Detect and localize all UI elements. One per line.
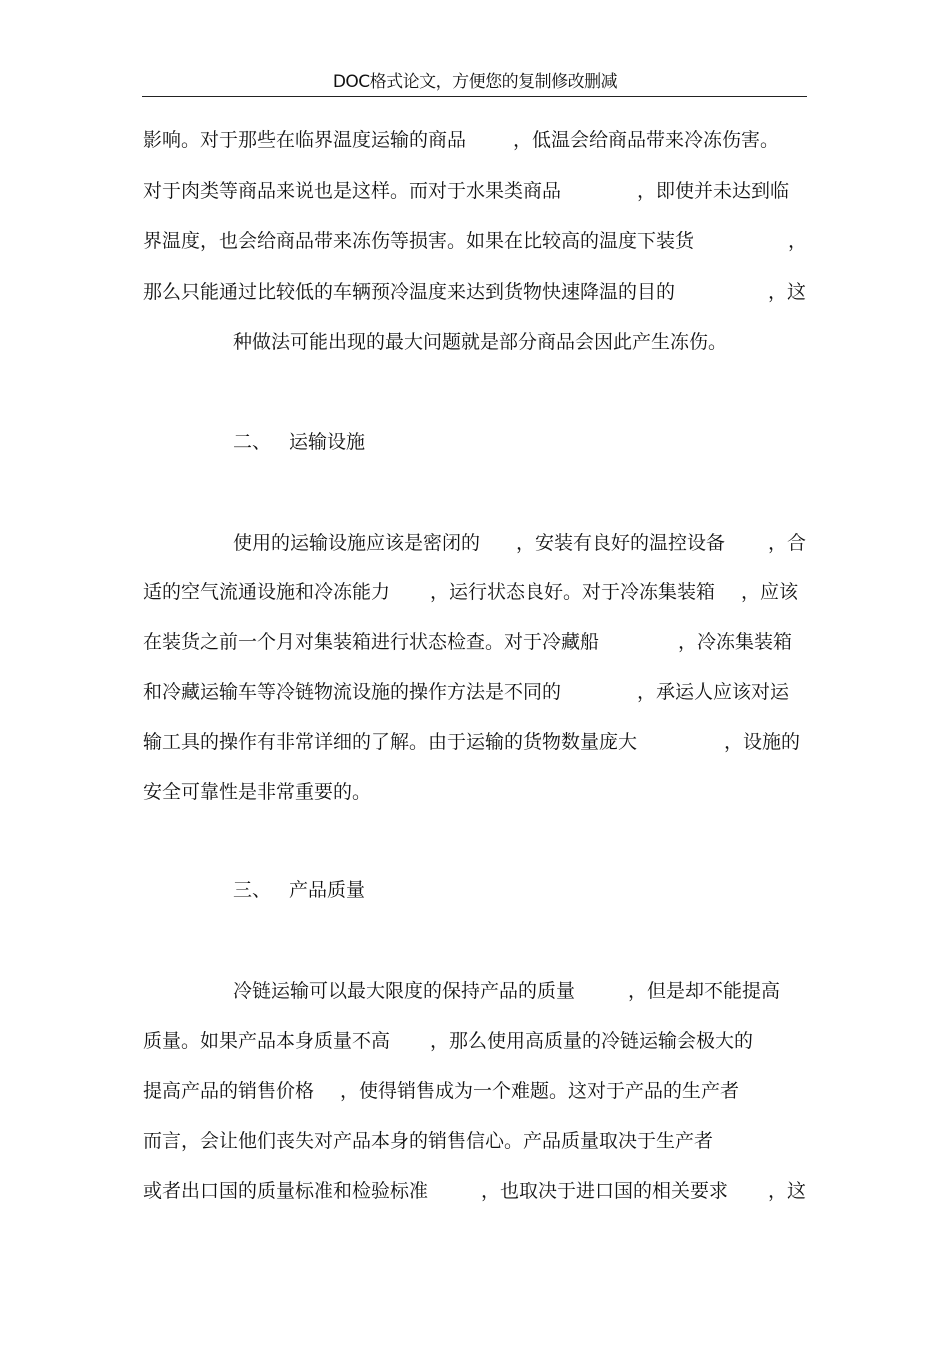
- text-segment: ，低温会给商品带来冷冻伤害。: [513, 129, 780, 151]
- section-title: 产品质量: [289, 879, 366, 901]
- section-number: 二、: [233, 431, 272, 453]
- text-segment: 提高产品的销售价格: [143, 1080, 315, 1102]
- text-segment: ，这: [768, 1180, 807, 1202]
- text-segment: ，冷冻集装箱: [678, 631, 793, 653]
- paragraph-line: [143, 177, 790, 205]
- paragraph-line: [233, 977, 781, 1005]
- text-segment: 安全可靠性是非常重要的。: [143, 781, 372, 803]
- text-segment: ，但是却不能提高: [628, 980, 781, 1002]
- text-segment: 冷链运输可以最大限度的保持产品的质量: [233, 980, 576, 1002]
- text-segment: 界温度，也会给商品带来冻伤等损害。如果在比较高的温度下装货: [143, 230, 695, 252]
- paragraph-line: [143, 678, 790, 706]
- paragraph-line: [143, 778, 371, 806]
- section-title: 运输设施: [289, 431, 366, 453]
- text-segment: 影响。对于那些在临界温度运输的商品: [143, 129, 467, 151]
- text-segment: 和冷藏运输车等冷链物流设施的操作方法是不同的: [143, 681, 562, 703]
- text-segment: 质量。如果产品本身质量不高: [143, 1030, 391, 1052]
- text-segment: ，这: [768, 281, 807, 303]
- section-number: 三、: [233, 879, 272, 901]
- text-segment: ，运行状态良好。对于冷冻集装箱: [430, 581, 716, 603]
- text-segment: ，设施的: [724, 731, 801, 753]
- page-header-title: DOC格式论文，方便您的复制修改删减: [332, 72, 618, 92]
- paragraph-line: [143, 1027, 754, 1055]
- text-segment: ，即使并未达到临: [637, 180, 790, 202]
- text-segment: 对于肉类等商品来说也是这样。而对于水果类商品: [143, 180, 562, 202]
- text-segment: ，使得销售成为一个难题。这对于产品的生产者: [340, 1080, 740, 1102]
- paragraph-line: [233, 529, 807, 557]
- section-heading: [233, 428, 365, 456]
- text-segment: ，安装有良好的温控设备: [516, 532, 726, 554]
- paragraph-line: [143, 126, 780, 154]
- text-segment: 在装货之前一个月对集装箱进行状态检查。对于冷藏船: [143, 631, 600, 653]
- paragraph-line: [143, 578, 799, 606]
- text-segment: 适的空气流通设施和冷冻能力: [143, 581, 391, 603]
- paragraph-line: [143, 1127, 713, 1155]
- paragraph-line: [143, 1077, 740, 1105]
- text-segment: ，也取决于进口国的相关要求: [481, 1180, 729, 1202]
- paragraph-line: [143, 227, 808, 255]
- paragraph-line: [143, 728, 801, 756]
- paragraph-line: [143, 628, 793, 656]
- paragraph-line: [143, 278, 807, 306]
- text-segment: 种做法可能出现的最大问题就是部分商品会因此产生冻伤。: [233, 331, 728, 353]
- text-segment: ，: [788, 230, 808, 252]
- paragraph-line: [233, 328, 727, 356]
- text-segment: ，承运人应该对运: [637, 681, 790, 703]
- text-segment: 或者出口国的质量标准和检验标准: [143, 1180, 429, 1202]
- text-segment: 而言，会让他们丧失对产品本身的销售信心。产品质量取决于生产者: [143, 1130, 714, 1152]
- paragraph-line: [143, 1177, 807, 1205]
- text-segment: ，应该: [741, 581, 799, 603]
- text-segment: ，那么使用高质量的冷链运输会极大的: [430, 1030, 754, 1052]
- text-segment: 使用的运输设施应该是密闭的: [233, 532, 481, 554]
- text-segment: 那么只能通过比较低的车辆预冷温度来达到货物快速降温的目的: [143, 281, 676, 303]
- text-segment: ，合: [768, 532, 807, 554]
- header-divider: [142, 96, 807, 97]
- section-heading: [233, 876, 365, 904]
- text-segment: 输工具的操作有非常详细的了解。由于运输的货物数量庞大: [143, 731, 638, 753]
